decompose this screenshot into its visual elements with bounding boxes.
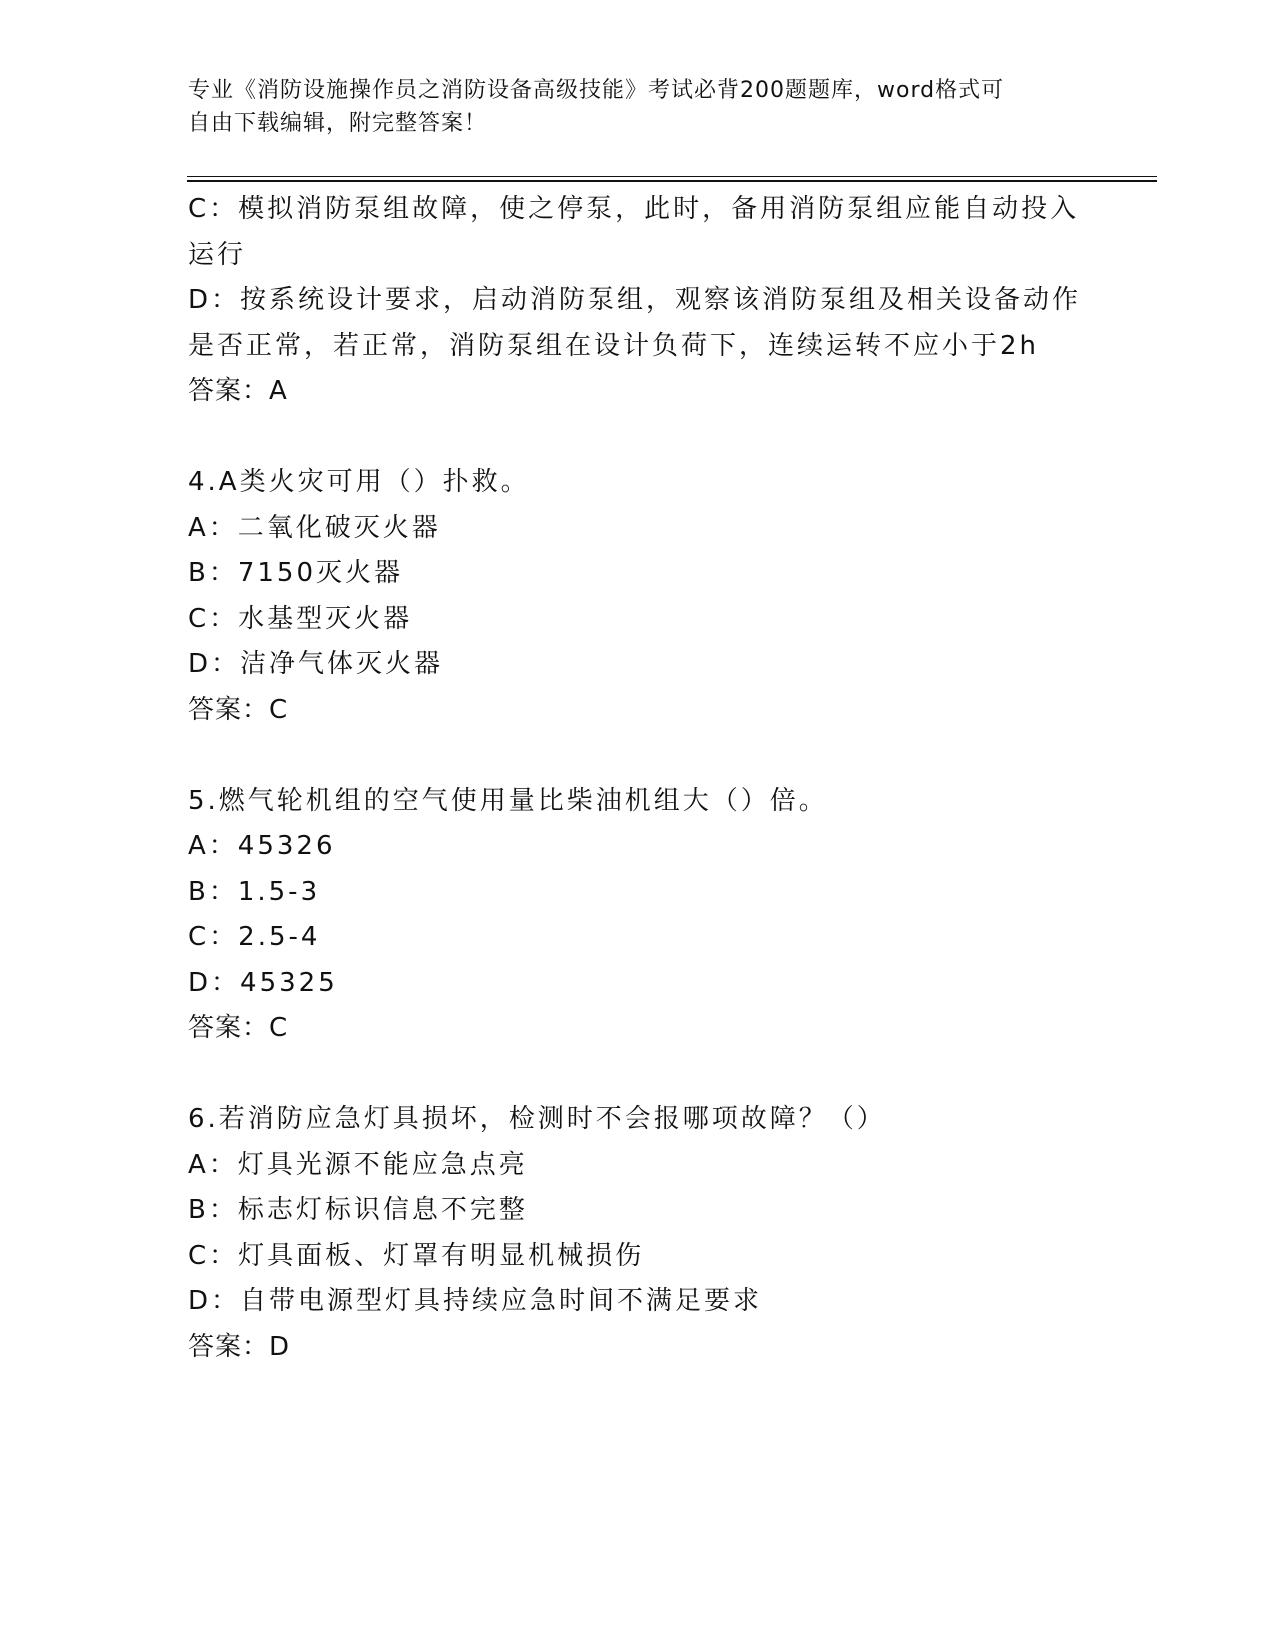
option-a: A：二氧化破灭火器 (188, 512, 441, 543)
header-line-2: 自由下载编辑，附完整答案！ (188, 111, 488, 136)
header-divider-thick (187, 180, 1157, 182)
option-c: C：水基型灭火器 (188, 603, 413, 634)
option-b: B：标志灯标识信息不完整 (188, 1195, 528, 1225)
question-spacer (188, 733, 1088, 779)
question-spacer (188, 415, 1088, 461)
option-c: C：2.5-4 (188, 922, 321, 952)
option-d-line-1: D：按系统设计要求，启动消防泵组，观察该消防泵组及相关设备动作 (188, 285, 1082, 315)
continued-question-block (188, 187, 1088, 415)
option-a: A：45326 (188, 831, 336, 861)
option-d: D：洁净气体灭火器 (188, 649, 444, 679)
question-stem: 5.燃气轮机组的空气使用量比柴油机组大（）倍。 (188, 785, 828, 816)
answer-line: 答案：D (188, 1331, 291, 1362)
option-c-line-1: C：模拟消防泵组故障，使之停泵，此时，备用消防泵组应能自动投入 (188, 194, 1080, 224)
question-block-5 (188, 779, 1088, 1052)
question-spacer (188, 1052, 1088, 1098)
option-c-line-2: 运行 (188, 239, 247, 270)
document-header (188, 74, 1088, 140)
header-divider-thin (187, 176, 1157, 177)
option-b: B：1.5-3 (188, 876, 321, 907)
question-stem: 6.若消防应急灯具损坏，检测时不会报哪项故障？（） (188, 1104, 886, 1134)
answer-line: 答案：A (188, 376, 288, 406)
option-a: A：灯具光源不能应急点亮 (188, 1149, 528, 1180)
answer-line: 答案：C (188, 1013, 289, 1043)
question-block-6 (188, 1097, 1088, 1370)
answer-line: 答案：C (188, 694, 289, 725)
option-d: D：自带电源型灯具持续应急时间不满足要求 (188, 1286, 763, 1316)
header-line-1: 专业《消防设施操作员之消防设备高级技能》考试必背200题题库，word格式可 (188, 78, 1005, 103)
question-stem: 4.A类火灾可用（）扑救。 (188, 467, 530, 497)
option-b: B：7150灭火器 (188, 558, 404, 588)
option-d-line-2: 是否正常，若正常，消防泵组在设计负荷下，连续运转不应小于2h (188, 330, 1040, 361)
option-c: C：灯具面板、灯罩有明显机械损伤 (188, 1240, 645, 1271)
question-content (188, 187, 1088, 1370)
option-d: D：45325 (188, 967, 338, 998)
question-block-4 (188, 460, 1088, 733)
